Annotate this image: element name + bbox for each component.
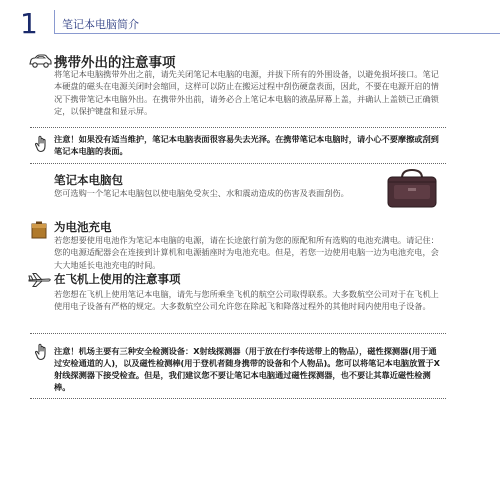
laptop-bag-icon <box>384 168 440 210</box>
car-icon <box>28 54 52 68</box>
note1-text: 注意！如果没有适当维护，笔记本电脑表面很容易失去光泽。在携带笔记本电脑时，请小心不要摩擦或刮到笔记本电脑的表面。 <box>54 134 439 156</box>
travel-title: 携带外出的注意事项 <box>54 55 176 71</box>
battery-body: 若您想要使用电池作为笔记本电脑的电源，请在长途旅行前为您的原配和所有选购的电池充满电。请记住：您的电源适配器会在连接到计算机和电源插座时为电池充电。但是，若您一边使用电脑一边为电池充电，会大大地延长电池充电的时间。 <box>54 235 439 270</box>
airplane-icon <box>28 272 52 288</box>
note1-top-rule <box>30 127 446 128</box>
bag-body: 您可选购一个笔记本电脑包以使电脑免受灰尘、水和震动造成的伤害及表面刮伤。 <box>54 188 349 198</box>
airplane-body: 若您想在飞机上使用笔记本电脑，请先与您所乘坐飞机的航空公司取得联系。大多数航空公司对于在飞机上使用电子设备有严格的规定。大多数航空公司允许您在除起飞和降落过程外的其他时间内使用电子设备。 <box>54 289 439 312</box>
note2-top-rule <box>30 333 446 334</box>
header-divider <box>54 10 55 34</box>
hand-note-icon <box>34 343 48 361</box>
note2-bottom-rule <box>30 398 446 399</box>
battery-title: 为电池充电 <box>54 220 112 234</box>
travel-body: 将笔记本电脑携带外出之前，请先关闭笔记本电脑的电源，并拔下所有的外围设备，以避免损坏接口。笔记本硬盘的磁头在电源关闭时会缩回，这样可以防止在搬运过程中刮伤硬盘表面，因此，不要在电源开启的情况下携带笔记本电脑外出。在携带外出前，请务必合上笔记本电脑的液晶屏幕上盖，并确认上盖锁已正确锁定，以保护键盘和显示屏。 <box>54 69 439 116</box>
page-header <box>0 0 500 46</box>
chapter-title: 笔记本电脑简介 <box>62 18 139 31</box>
note1-bottom-rule <box>30 163 446 164</box>
hand-note-icon <box>34 135 48 153</box>
chapter-number: 1 <box>20 7 38 40</box>
battery-icon <box>30 220 50 240</box>
airplane-title: 在飞机上使用的注意事项 <box>54 272 181 286</box>
header-rule <box>54 33 500 34</box>
note2-text: 注意！机场主要有三种安全检测设备：X射线探测器（用于放在行李传送带上的物品），磁性探测器(用于通过安检通道的人)，以及磁性检测棒(用于登机者随身携带的设备和个人物品)。您可以将笔记本电脑放置于X射线探测器下接受检查。但是，我们建议您不要让笔记本电脑通过磁性探测器，也不要让其靠近磁性检测棒。 <box>54 346 440 392</box>
bag-title: 笔记本电脑包 <box>54 173 123 187</box>
